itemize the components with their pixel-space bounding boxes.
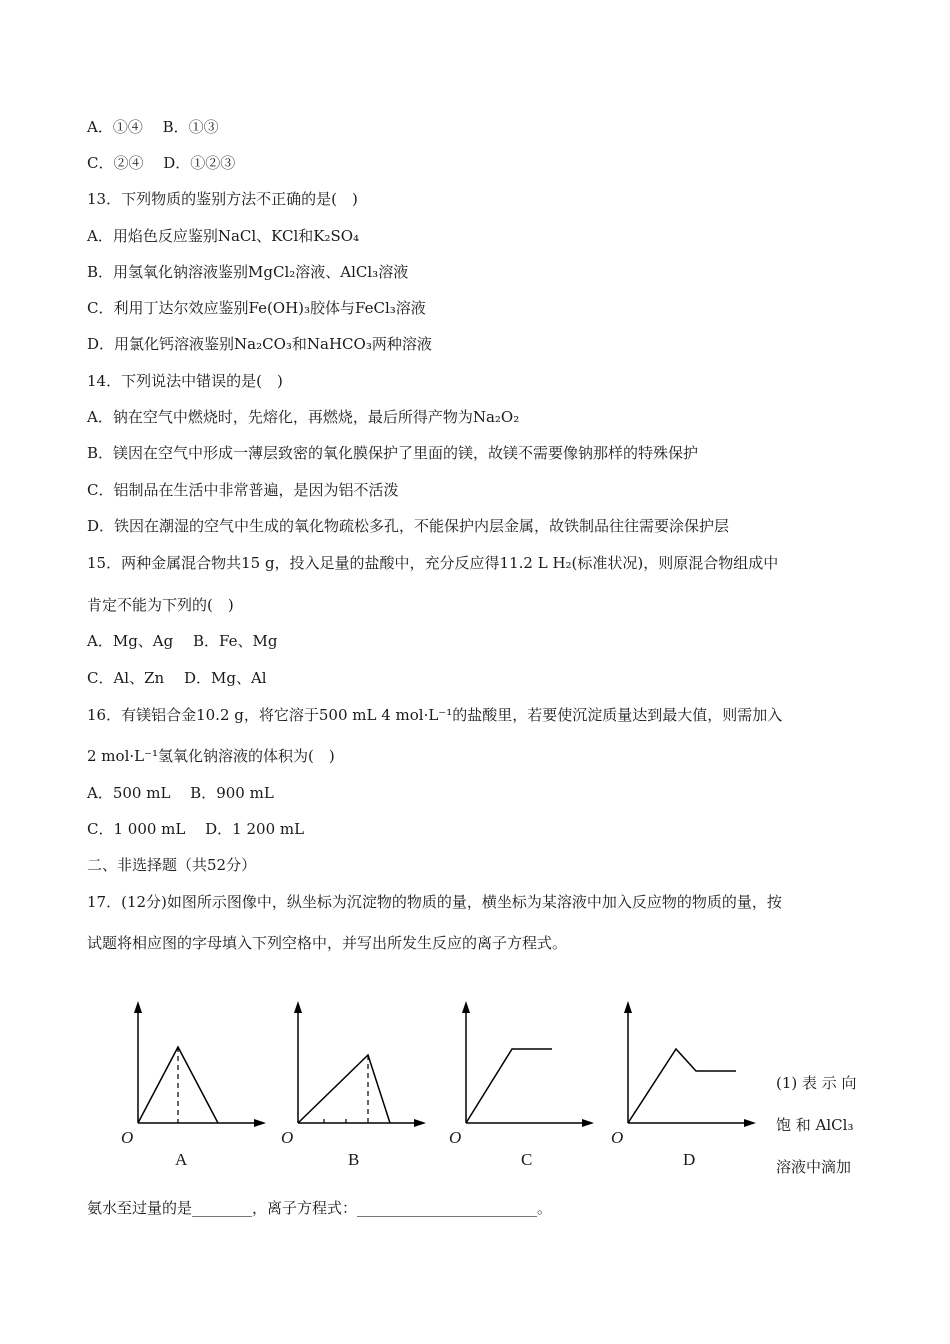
label-b: B [348,1150,360,1169]
line-12: D．铁因在潮湿的空气中生成的氧化物疏松多孔，不能保护内层金属，故铁制品往往需要涂保护层 [87,517,730,535]
graph-b-svg [278,995,428,1130]
y-arrow [462,1001,470,1013]
graph-b [278,995,428,1130]
graph-d [608,995,758,1130]
x-arrow [414,1119,426,1127]
line-5: B．用氢氧化钠溶液鉴别MgCl₂溶液、AlCl₃溶液 [87,263,409,281]
curve [298,1055,390,1123]
label-a: A [175,1150,188,1169]
label-d: D [683,1150,696,1169]
curve [466,1049,552,1123]
line-3: 13．下列物质的鉴别方法不正确的是( ) [87,190,358,208]
answer-line: 氨水至过量的是________，离子方程式：________________________。 [87,1199,553,1217]
graph-a-svg [118,995,268,1130]
x-arrow [582,1119,594,1127]
line-21: 二、非选择题（共52分） [87,856,257,874]
line-13: 15．两种金属混合物共15 g，投入足量的盐酸中，充分反应得11.2 L H₂(标准状况)，则原混合物组成中 [87,554,779,572]
y-arrow [134,1001,142,1013]
origin-a: O [121,1128,134,1147]
side-text-1: (1) 表 示 向 [776,1074,857,1092]
curve [628,1049,736,1123]
label-c: C [521,1150,533,1169]
line-2: C．②④ D．①②③ [87,154,236,172]
side-text-2: 饱 和 AlCl₃ [776,1116,854,1134]
line-9: A．钠在空气中燃烧时，先熔化，再燃烧，最后所得产物为Na₂O₂ [87,408,520,426]
line-19: A．500 mL B．900 mL [87,784,274,802]
x-arrow [254,1119,266,1127]
y-arrow [624,1001,632,1013]
line-7: D．用氯化钙溶液鉴别Na₂CO₃和NaHCO₃两种溶液 [87,335,432,353]
line-11: C．铝制品在生活中非常普遍，是因为铝不活泼 [87,481,399,499]
graph-c [446,995,596,1130]
graph-a [118,995,268,1130]
line-4: A．用焰色反应鉴别NaCl、KCl和K₂SO₄ [87,227,360,245]
line-18: 2 mol·L⁻¹氢氧化钠溶液的体积为( ) [87,747,335,765]
side-text-3: 溶液中滴加 [776,1158,852,1176]
origin-c: O [449,1128,462,1147]
line-8: 14．下列说法中错误的是( ) [87,372,283,390]
line-1: A．①④ B．①③ [87,118,219,136]
line-22: 17．(12分)如图所示图像中，纵坐标为沉淀物的物质的量，横坐标为某溶液中加入反应物的物质的量，按 [87,893,782,911]
line-20: C．1 000 mL D．1 200 mL [87,820,305,838]
graph-d-svg [608,995,758,1130]
x-arrow [744,1119,756,1127]
graph-c-svg [446,995,596,1130]
line-23: 试题将相应图的字母填入下列空格中，并写出所发生反应的离子方程式。 [87,934,568,952]
line-10: B．镁因在空气中形成一薄层致密的氧化膜保护了里面的镁，故镁不需要像钠那样的特殊保护 [87,444,699,462]
origin-b: O [281,1128,294,1147]
origin-d: O [611,1128,624,1147]
line-16: C．Al、Zn D．Mg、Al [87,669,267,687]
line-15: A．Mg、Ag B．Fe、Mg [87,632,278,650]
line-14: 肯定不能为下列的( ) [87,596,234,614]
line-6: C．利用丁达尔效应鉴别Fe(OH)₃胶体与FeCl₃溶液 [87,299,426,317]
y-arrow [294,1001,302,1013]
line-17: 16．有镁铝合金10.2 g，将它溶于500 mL 4 mol·L⁻¹的盐酸里，若要使沉淀质量达到最大值，则需加入 [87,706,783,724]
